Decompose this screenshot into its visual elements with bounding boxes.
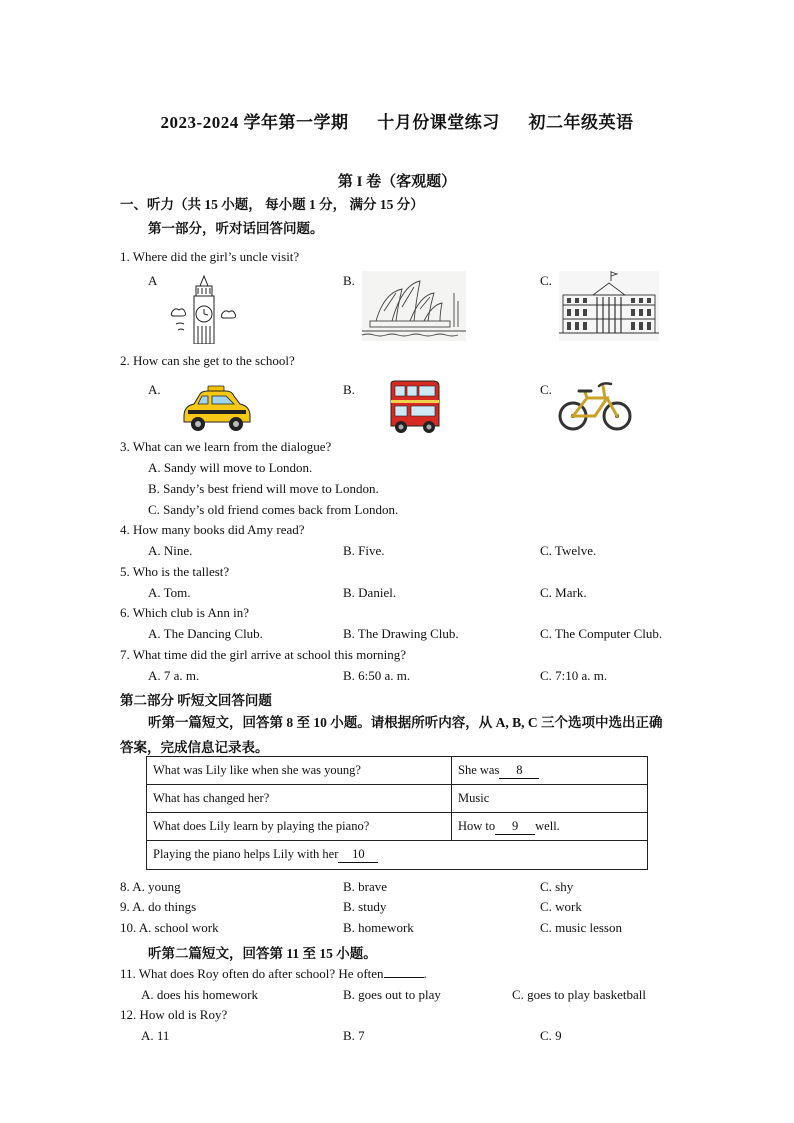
blank-10: 10 (338, 847, 378, 863)
q5-option-a: A. Tom. (148, 585, 191, 600)
taxi-image (178, 384, 254, 434)
q11-answer-blank (384, 977, 424, 978)
white-house-image (559, 271, 659, 341)
page-title (0, 108, 794, 133)
q12-option-c: C. 9 (540, 1028, 562, 1043)
opera-house-image (362, 271, 466, 341)
q4-option-a: A. Nine. (148, 543, 193, 558)
q7-option-a: A. 7 a. m. (148, 668, 200, 683)
q2-option-c: C. (540, 382, 552, 397)
blank-8: 8 (499, 763, 539, 779)
table-row (147, 813, 648, 841)
table-cell: What does Lily learn by playing the piano? (147, 813, 452, 841)
bicycle-image (557, 376, 633, 432)
q1-option-a: A (148, 273, 158, 288)
part2-instruction-line2: 答案，完成信息记录表。 (120, 740, 269, 755)
big-ben-image (168, 274, 242, 344)
cell-prefix: Playing the piano helps Lily with her (153, 847, 339, 861)
q1-option-b: B. (343, 273, 355, 288)
cell-prefix: She was (458, 762, 500, 777)
q5-option-b: B. Daniel. (343, 585, 397, 600)
q8-option-a: 8. A. young (120, 879, 181, 894)
section1-title: 一、听力（共 15 小题， 每小题 1 分， 满分 15 分） (120, 197, 424, 212)
q6-option-b: B. The Drawing Club. (343, 626, 459, 641)
q9-option-b: B. study (343, 899, 387, 914)
table-cell (452, 757, 648, 785)
term-label: 2023-2024 学年第一学期 (160, 113, 349, 132)
q12-option-b: B. 7 (343, 1028, 365, 1043)
table-row (147, 757, 648, 785)
q11-option-b: B. goes out to play (343, 987, 441, 1002)
blank-9: 9 (495, 819, 535, 835)
q1-text: 1. Where did the girl’s uncle visit? (120, 249, 300, 264)
q10-option-c: C. music lesson (540, 920, 622, 935)
q2-option-a: A. (148, 382, 161, 397)
grade-subject-label: 初二年级英语 (528, 113, 634, 132)
q6-text: 6. Which club is Ann in? (120, 605, 250, 620)
q9-option-a: 9. A. do things (120, 899, 197, 914)
q5-text: 5. Who is the tallest? (120, 564, 230, 579)
practice-label: 十月份课堂练习 (377, 113, 500, 132)
q4-option-b: B. Five. (343, 543, 385, 558)
q11-stem: 11. What does Roy often do after school? He often (120, 966, 384, 981)
volume-title: 第 I 卷（客观题） (337, 174, 457, 190)
q10-option-a: 10. A. school work (120, 920, 219, 935)
q5-option-c: C. Mark. (540, 585, 587, 600)
q6-option-a: A. The Dancing Club. (148, 626, 263, 641)
table-cell (147, 841, 648, 870)
q11-option-c: C. goes to play basketball (512, 987, 646, 1002)
q8-option-c: C. shy (540, 879, 574, 894)
cell-prefix: How to (458, 818, 496, 833)
q6-option-c: C. The Computer Club. (540, 626, 663, 641)
q3-option-a: A. Sandy will move to London. (148, 460, 313, 475)
q12-option-a: A. 11 (141, 1028, 170, 1043)
q3-option-c: C. Sandy’s old friend comes back from London. (148, 502, 399, 517)
q3-text: 3. What can we learn from the dialogue? (120, 439, 332, 454)
q1-option-c: C. (540, 273, 552, 288)
q3-option-b: B. Sandy’s best friend will move to London. (148, 481, 379, 496)
table-cell (452, 813, 648, 841)
q10-option-b: B. homework (343, 920, 414, 935)
q7-option-c: C. 7:10 a. m. (540, 668, 608, 683)
passage2-instruction: 听第二篇短文，回答第 11 至 15 小题。 (148, 946, 377, 961)
bus-image (385, 380, 443, 434)
table-cell: What was Lily like when she was young? (147, 757, 452, 785)
part2-instruction-line1: 听第一篇短文，回答第 8 至 10 小题。请根据所听内容，从 A, B, C 三个选项中选出正确 (148, 715, 663, 730)
part1-title: 第一部分，听对话回答问题。 (148, 221, 324, 236)
q2-option-b: B. (343, 382, 355, 397)
cell-suffix: well. (535, 818, 560, 833)
q11-option-a: A. does his homework (141, 987, 258, 1002)
q2-text: 2. How can she get to the school? (120, 353, 295, 368)
table-cell: What has changed her? (147, 785, 452, 813)
q4-option-c: C. Twelve. (540, 543, 597, 558)
info-record-table (146, 756, 648, 870)
q11-text: 11. What does Roy often do after school? He often . (120, 966, 427, 981)
q7-option-b: B. 6:50 a. m. (343, 668, 411, 683)
q9-option-c: C. work (540, 899, 582, 914)
q8-option-b: B. brave (343, 879, 388, 894)
table-cell: Music (452, 785, 648, 813)
q7-text: 7. What time did the girl arrive at school this morning? (120, 647, 407, 662)
q4-text: 4. How many books did Amy read? (120, 522, 305, 537)
part2-title: 第二部分 听短文回答问题 (120, 693, 272, 708)
table-row (147, 841, 648, 870)
q12-text: 12. How old is Roy? (120, 1007, 228, 1022)
table-row (147, 785, 648, 813)
